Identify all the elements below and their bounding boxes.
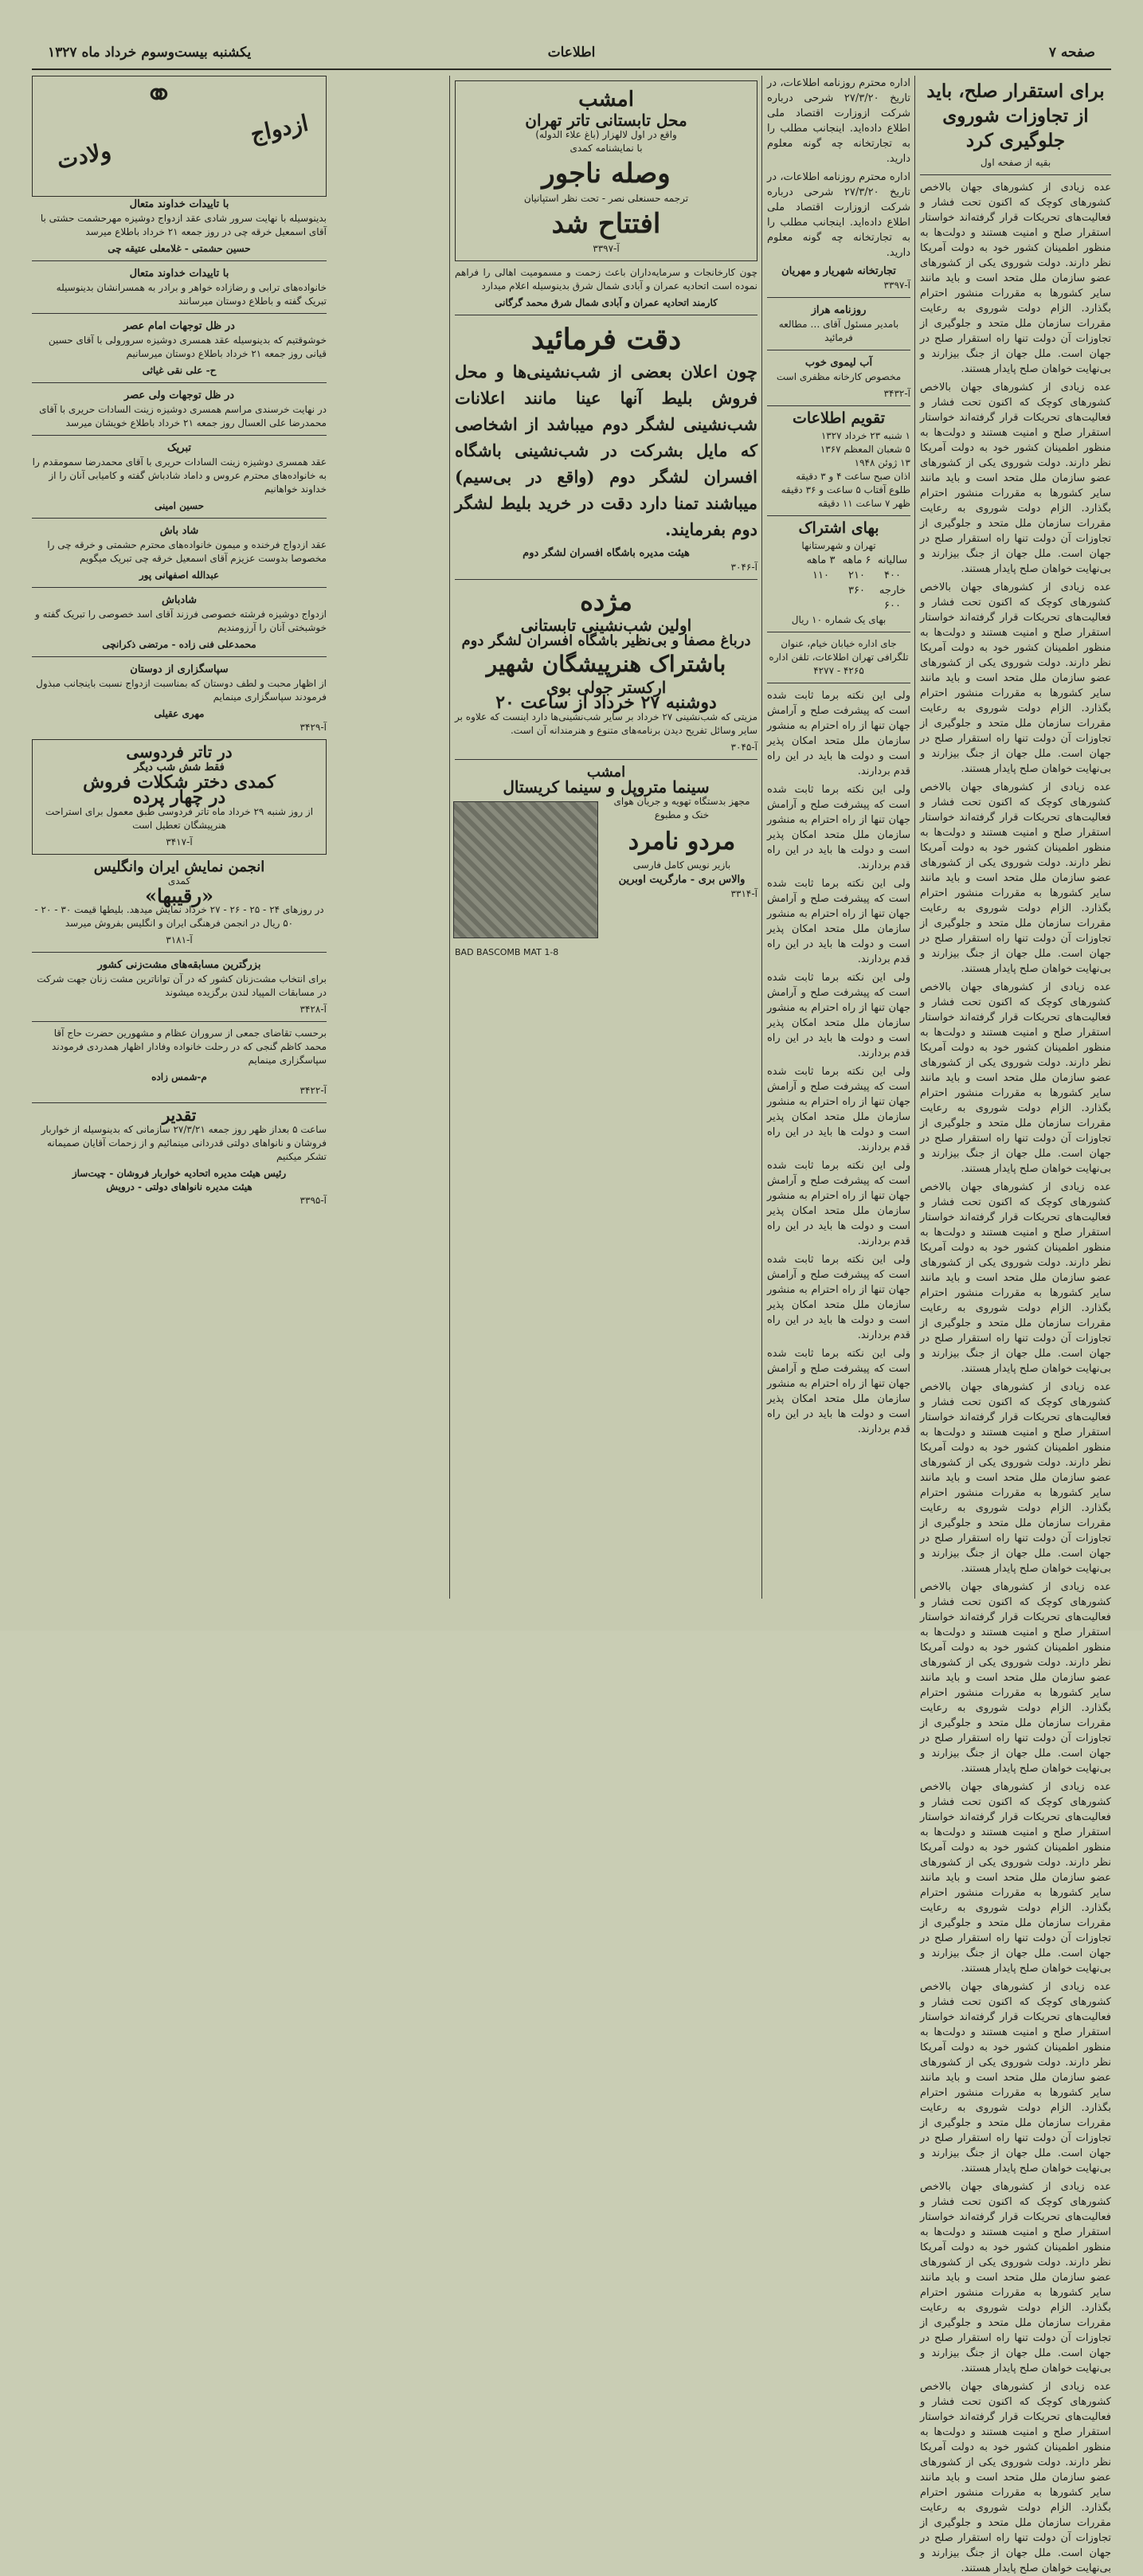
ad-code: آ-۳۳۱۴ [730,888,757,899]
column-divider [914,76,915,1599]
calendar-line: ۱۳ ژوئن ۱۹۴۸ [854,457,910,468]
announcement: شاد باش عقد ازدواج فرخنده و میمون خانواده‌های محترم حشمتی و خرقه چی را مخصوصا بدوست عزیزم آقای اسمعیل خرقه چی تبریک میگویم عبدالله اصفهانی پور [47,525,327,581]
announcement: در ظل توجهات امام عصر خوشوقتیم که بدینوسیله عقد همسری دوشیزه سرورولی با آقای حسین قیانی روز جمعه ۲۱ خرداد باطلاع دوستان میرسانیم ح- علی نقی غیاثی [48,320,327,376]
notice-sign: هیئت مدیره باشگاه افسران لشگر دوم [523,547,690,559]
thanks-ad: برحسب تقاضای جمعی از سروران عظام و مشهورین حضرت حاج آقا محمد کاظم گنجی که در رحلت خانواده وفادار اظهار همدردی فرمودند سپاسگزاری مینمایم م-شمس زاده آ-۳۴۲۲ [52,1028,327,1096]
article-column [920,76,1111,2574]
subscription-note: بهای یک شماره ۱۰ ریال [791,614,887,625]
theatre-place: محل تابستانی تاتر تهران [525,111,687,130]
birth-title: ولادت [54,137,114,174]
ad-code: آ-۳۳۹۷ [593,243,620,254]
film-title: مردو نامرد [628,828,736,855]
header-rule [32,69,1111,70]
ad-code: آ-۳۴۳۲ [883,388,910,399]
theatre-open: افتتاح شد [551,208,661,240]
party-line: درباغ مصفا و بی‌نظیر باشگاه افسران لشگر دوم [461,632,751,649]
article-body: عده زیادی از کشورهای جهان بالاخص کشورهای کوچک که اکنون تحت فشار و فعالیت‌های تحریکات قرار گرفته‌اند خواستار استقرار صلح و امنیت هستند و دولت‌ها به منظور اطمینان کشور خود به دولت آمریکا نظر دارند. دولت شوروی یکی از کشورهای عضو سازمان ملل متحد است و باید مانند سایر کشورها به مقررات منشور احترام بگذارد. الزام دولت شوروی به رعایت مقررات سازمان ملل متحد و جلوگیری از تجاوزات آن دولت تنها راه استقرار صلح در جهان است. ملل جهان از جنگ بیزارند و بی‌نهایت خواهان صلح پایدار هستند. [920,781,1111,975]
party-line: اولین شب‌نشینی تابستانی [520,616,692,635]
subscription-table: سالیانه ۶ ماهه ۳ ماهه ۴۰۰ ۲۱۰ ۱۱۰ خارجه ۶۰۰ ۳۶۰ [806,554,908,612]
theatre-address: واقع در اول لالهزار (باغ علاء الدوله) [535,129,677,140]
page-number: صفحه ۷ [1048,45,1095,61]
photo-caption: BAD BASCOMB MAT 1-8 [455,947,559,957]
article-body: ولی این نکته برما ثابت شده است که پیشرفت صلح و آرامش جهان تنها از راه احترام به منشور سازمان ملل متحد امکان پذیر است و دولت ها باید در این راه قدم بردارند. [767,878,910,965]
article-body: عده زیادی از کشورهای جهان بالاخص کشورهای کوچک که اکنون تحت فشار و فعالیت‌های تحریکات قرار گرفته‌اند خواستار استقرار صلح و امنیت هستند و دولت‌ها به منظور اطمینان کشور خود به دولت آمریکا نظر دارند. دولت شوروی یکی از کشورهای عضو سازمان ملل متحد است و باید مانند سایر کشورها به مقررات منشور احترام بگذارد. الزام دولت شوروی به رعایت مقررات سازمان ملل متحد و جلوگیری از تجاوزات آن دولت تنها راه استقرار صلح در جهان است. ملل جهان از جنگ بیزارند و بی‌نهایت خواهان صلح پایدار هستند. [920,1781,1111,1975]
announcement: سپاسگزاری از دوستان از اظهار محبت و لطف دوستان که بمناسبت ازدواج نسبت باینجانب مبذول فرمودند سپاسگزاری مینمایم مهری عقیلی آ-۳۴۲۹ [36,664,327,733]
party-line: ارکستر جولی بوی [546,678,667,697]
subscription-subtitle: تهران و شهرستانها [801,540,876,551]
party-line: دوشنبه ۲۷ خرداد از ساعت ۲۰ [495,692,717,713]
boxing-ad: بزرگترین مسابقه‌های مشت‌زنی کشور برای انتخاب مشت‌زنان کشور که در آن تواناترین مشت زنان جهت شرکت در مسابقات المپیاد لندن برگزیده میشوند آ-۳۴۲۸ [37,959,327,1015]
ad-code: آ-۳۰۴۵ [730,742,757,753]
ad-code: آ-۳۰۴۶ [730,562,757,573]
lemon-ad-body: مخصوص کارخانه مظفری است [776,371,902,382]
appreciation-ad: تقدیر ساعت ۵ بعداز ظهر روز جمعه ۲۷/۳/۲۱ سازمانی که بدینوسیله از خواربار فروشان و نانواهای دولتی قدردانی مینمائیم و از زحمات آقایان صمیمانه تشکر میکنیم رئیس هیئت مدیره اتحادیه خواربار فروشان - چیت‌ساز هیئت مدیره نانواهای دولتی - درویش آ-۳۳۹۵ [41,1106,327,1206]
article-body: عده زیادی از کشورهای جهان بالاخص کشورهای کوچک که اکنون تحت فشار و فعالیت‌های تحریکات قرار گرفته‌اند خواستار استقرار صلح و امنیت هستند و دولت‌ها به منظور اطمینان کشور خود به دولت آمریکا نظر دارند. دولت شوروی یکی از کشورهای عضو سازمان ملل متحد است و باید مانند سایر کشورها به مقررات منشور احترام بگذارد. الزام دولت شوروی به رعایت مقررات سازمان ملل متحد و جلوگیری از تجاوزات آن دولت تنها راه استقرار صلح در جهان است. ملل جهان از جنگ بیزارند و بی‌نهایت خواهان صلح پایدار هستند. [920,981,1111,1175]
ads-column [455,76,757,1599]
article-body: عده زیادی از کشورهای جهان بالاخص کشورهای کوچک که اکنون تحت فشار و فعالیت‌های تحریکات قرار گرفته‌اند خواستار استقرار صلح و امنیت هستند و دولت‌ها به منظور اطمینان کشور خود به دولت آمریکا نظر دارند. دولت شوروی یکی از کشورهای عضو سازمان ملل متحد است و باید مانند سایر کشورها به مقررات منشور احترام بگذارد. الزام دولت شوروی به رعایت مقررات سازمان ملل متحد و جلوگیری از تجاوزات آن دولت تنها راه استقرار صلح در جهان است. ملل جهان از جنگ بیزارند و بی‌نهایت خواهان صلح پایدار هستند. [920,382,1111,575]
office-address: جای اداره خیابان خیام، عنوان تلگرافی تهران اطلاعات، تلفن اداره ۴۲۶۵ - ۴۲۷۷ [769,638,909,676]
article-body: ولی این نکته برما ثابت شده است که پیشرفت صلح و آرامش جهان تنها از راه احترام به منشور سازمان ملل متحد امکان پذیر است و دولت ها باید در این راه قدم بردارند. [767,1254,910,1341]
cinema-body: مجهز بدستگاه تهویه و جریان هوای خنک و مطبوع [613,796,750,820]
calendar-line: ۱ شنبه ۲۳ خرداد ۱۳۲۷ [820,430,910,441]
wedding-title: ازدواج [248,109,311,148]
couple-icon: ⚭ [144,75,174,115]
calendar-line: ۵ شعبان المعظم ۱۳۶۷ [820,444,910,455]
column-divider [449,76,450,1599]
article-title: برای استقرار صلح، باید از تجاوزات شوروی جلوگیری کرد [926,80,1105,151]
letter-body: اداره محترم روزنامه اطلاعات، در تاریخ ۲۷/۳/۲۰ شرحی درباره شرکت ازوزارت اقتصاد ملی اطلاع داده‌اید. اینجانب مطلب را به تجارتخانه چه گونه معلوم دارید. [767,77,911,165]
letters-column [767,76,910,1599]
calendar-line: ظهر ۷ ساعت ۱۱ دقیقه [817,498,910,509]
article-body: ولی این نکته برما ثابت شده است که پیشرفت صلح و آرامش جهان تنها از راه احترام به منشور سازمان ملل متحد امکان پذیر است و دولت ها باید در این راه قدم بردارند. [767,1160,910,1247]
theatre-title: امشب [578,88,634,112]
announcements-column [32,76,327,1599]
party-title: مژده [580,586,632,617]
film-actors: والاس بری - مارگریت اوبرین [618,874,746,886]
announcement: با تاییدات خداوند متعال بدینوسیله با نهایت سرور شادی عقد ازدواج دوشیزه مهرحشمت حشتی با آقای اسمعیل خرقه چی در روز جمعه ۲۱ خرداد باطلاع میرسد حسین حشمتی - غلامعلی عتیقه چی [40,198,327,254]
theatre-show: با نمایشنامه کمدی [570,143,643,154]
announcement: تبریک عقد همسری دوشیزه زینت السادات حریری با آقای محمدرضا سمومقدم را به خانواده‌های محترم عروس و داماد شادباش گفته و کامیابی آنان را از خداوند خواهانیم حسین امینی [32,442,327,511]
article-body: عده زیادی از کشورهای جهان بالاخص کشورهای کوچک که اکنون تحت فشار و فعالیت‌های تحریکات قرار گرفته‌اند خواستار استقرار صلح و امنیت هستند و دولت‌ها به منظور اطمینان کشور خود به دولت آمریکا نظر دارند. دولت شوروی یکی از کشورهای عضو سازمان ملل متحد است و باید مانند سایر کشورها به مقررات منشور احترام بگذارد. الزام دولت شوروی به رعایت مقررات سازمان ملل متحد و جلوگیری از تجاوزات آن دولت تنها راه استقرار صلح در جهان است. ملل جهان از جنگ بیزارند و بی‌نهایت خواهان صلح پایدار هستند. [920,581,1111,775]
ferdowsi-theatre-ad: در تاتر فردوسی فقط شش شب دیگر کمدی دختر شکلات فروش در چهار پرده از روز شنبه ۲۹ خرداد ماه تاتر فردوسی طبق معمول برای استراحت هنرپیشگان تعطیل است آ-۳۴۱۷ [32,739,327,855]
announcement: در ظل توجهات ولی عصر در نهایت خرسندی مراسم همسری دوشیزه زینت السادات حریری با آقای محمدرضا علی العسال روز جمعه ۲۱ خرداد باطلاع خویشان میرسد [39,390,327,429]
issue-date: یکشنبه بیست‌وسوم خرداد ماه ۱۳۲۷ [48,45,252,61]
ad-code: آ-۳۳۹۷ [883,280,910,291]
announcement: با تاییدات خداوند متعال خانواده‌های ترابی و رضازاده خواهر و برادر به همسرانشان بدینوسیله تبریک گفته و باطلاع دوستان میرسانند [56,268,327,307]
article-body: عده زیادی از کشورهای جهان بالاخص کشورهای کوچک که اکنون تحت فشار و فعالیت‌های تحریکات قرار گرفته‌اند خواستار استقرار صلح و امنیت هستند و دولت‌ها به منظور اطمینان کشور خود به دولت آمریکا نظر دارند. دولت شوروی یکی از کشورهای عضو سازمان ملل متحد است و باید مانند سایر کشورها به مقررات منشور احترام بگذارد. الزام دولت شوروی به رعایت مقررات سازمان ملل متحد و جلوگیری از تجاوزات آن دولت تنها راه استقرار صلح در جهان است. ملل جهان از جنگ بیزارند و بی‌نهایت خواهان صلح پایدار هستند. [920,2381,1111,2574]
article-body: عده زیادی از کشورهای جهان بالاخص کشورهای کوچک که اکنون تحت فشار و فعالیت‌های تحریکات قرار گرفته‌اند خواستار استقرار صلح و امنیت هستند و دولت‌ها به منظور اطمینان کشور خود به دولت آمریکا نظر دارند. دولت شوروی یکی از کشورهای عضو سازمان ملل متحد است و باید مانند سایر کشورها به مقررات منشور احترام بگذارد. الزام دولت شوروی به رعایت مقررات سازمان ملل متحد و جلوگیری از تجاوزات آن دولت تنها راه استقرار صلح در جهان است. ملل جهان از جنگ بیزارند و بی‌نهایت خواهان صلح پایدار هستند. [920,1381,1111,1575]
party-line: باشتراک هنرپیشگان شهیر [486,651,726,677]
theatre-play-name: وصله ناجور [542,158,671,190]
article-body: عده زیادی از کشورهای جهان بالاخص کشورهای کوچک که اکنون تحت فشار و فعالیت‌های تحریکات قرار گرفته‌اند خواستار استقرار صلح و امنیت هستند و دولت‌ها به منظور اطمینان کشور خود به دولت آمریکا نظر دارند. دولت شوروی یکی از کشورهای عضو سازمان ملل متحد است و باید مانند سایر کشورها به مقررات منشور احترام بگذارد. الزام دولت شوروی به رعایت مقررات سازمان ملل متحد و جلوگیری از تجاوزات آن دولت تنها راه استقرار صلح در جهان است. ملل جهان از جنگ بیزارند و بی‌نهایت خواهان صلح پایدار هستند. [920,1181,1111,1375]
article-body: عده زیادی از کشورهای جهان بالاخص کشورهای کوچک که اکنون تحت فشار و فعالیت‌های تحریکات قرار گرفته‌اند خواستار استقرار صلح و امنیت هستند و دولت‌ها به منظور اطمینان کشور خود به دولت آمریکا نظر دارند. دولت شوروی یکی از کشورهای عضو سازمان ملل متحد است و باید مانند سایر کشورها به مقررات منشور احترام بگذارد. الزام دولت شوروی به رعایت مقررات سازمان ملل متحد و جلوگیری از تجاوزات آن دولت تنها راه استقرار صلح در جهان است. ملل جهان از جنگ بیزارند و بی‌نهایت خواهان صلح پایدار هستند. [920,182,1111,375]
article-body: ولی این نکته برما ثابت شده است که پیشرفت صلح و آرامش جهان تنها از راه احترام به منشور سازمان ملل متحد امکان پذیر است و دولت ها باید در این راه قدم بردارند. [767,784,910,871]
film-desc: بازیر نویس کامل فارسی [632,859,731,871]
letter-sign: تجارتخانه شهریار و مهریان [781,265,896,277]
notice-body: چون اعلان بعضی از شب‌نشینی‌ها و محل فروش بلیط آنها عینا مانند اعلانات شب‌نشینی لشگر دوم میباشد از اشخاصی که مایل بشرکت در شب‌نشینی باشگاه افسران لشگر دوم (واقع در بی‌سیم) میباشند تمنا دارد دقت در خرید بلیط لشگر دوم بفرمایند. [455,362,757,539]
theatre-ad [455,80,757,261]
announcement: شادباش ازدواج دوشیزه فرشته خصوصی فرزند آقای اسد خصوصی را تبریک گفته و خوشبختی آنان را آرزومندیم محمدعلی فنی زاده - مرتضی ذکرانچی [35,594,327,650]
party-body: مزیتی که شب‌نشینی ۲۷ خرداد بر سایر شب‌نشینی‌ها دارد اینست که علاوه بر سایر وسائل تفریح دیدن برنامه‌های متنوع و هنرمندانه آن است. [455,711,757,736]
subscription-title: بهای اشتراک [798,519,879,537]
cinema-title: امشب [586,764,626,781]
paper-name: اطلاعات [547,45,596,61]
theatre-cast: ترجمه حسنعلی نصر - تحت نظر استپانیان [523,193,689,204]
wedding-header [32,76,327,197]
lemon-ad-title: آب لیموی خوب [804,357,873,369]
article-body: ولی این نکته برما ثابت شده است که پیشرفت صلح و آرامش جهان تنها از راه احترام به منشور سازمان ملل متحد امکان پذیر است و دولت ها باید در این راه قدم بردارند. [767,690,910,777]
newspaper-ad-body: بامدیر مسئول آقای … مطالعه فرمائید [778,319,899,343]
page-header [32,41,1111,65]
article-body: عده زیادی از کشورهای جهان بالاخص کشورهای کوچک که اکنون تحت فشار و فعالیت‌های تحریکات قرار گرفته‌اند خواستار استقرار صلح و امنیت هستند و دولت‌ها به منظور اطمینان کشور خود به دولت آمریکا نظر دارند. دولت شوروی یکی از کشورهای عضو سازمان ملل متحد است و باید مانند سایر کشورها به مقررات منشور احترام بگذارد. الزام دولت شوروی به رعایت مقررات سازمان ملل متحد و جلوگیری از تجاوزات آن دولت تنها راه استقرار صلح در جهان است. ملل جهان از جنگ بیزارند و بی‌نهایت خواهان صلح پایدار هستند. [920,2181,1111,2374]
article-body: ولی این نکته برما ثابت شده است که پیشرفت صلح و آرامش جهان تنها از راه احترام به منشور سازمان ملل متحد امکان پذیر است و دولت ها باید در این راه قدم بردارند. [767,1066,910,1153]
newspaper-ad-title: روزنامه هراز [811,304,867,316]
calendar-line: طلوع آفتاب ۵ ساعت و ۳۶ دقیقه [781,484,910,495]
article-body: عده زیادی از کشورهای جهان بالاخص کشورهای کوچک که اکنون تحت فشار و فعالیت‌های تحریکات قرار گرفته‌اند خواستار استقرار صلح و امنیت هستند و دولت‌ها به منظور اطمینان کشور خود به دولت آمریکا نظر دارند. دولت شوروی یکی از کشورهای عضو سازمان ملل متحد است و باید مانند سایر کشورها به مقررات منشور احترام بگذارد. الزام دولت شوروی به رعایت مقررات سازمان ملل متحد و جلوگیری از تجاوزات آن دولت تنها راه استقرار صلح در جهان است. ملل جهان از جنگ بیزارند و بی‌نهایت خواهان صلح پایدار هستند. [920,1981,1111,2175]
film-photo [453,801,598,938]
anglo-iran-ad: انجمن نمایش ایران وانگلیس کمدی «رقیبها» در روزهای ۲۴ - ۲۵ - ۲۶ - ۲۷ خرداد نمایش میدهد. بلیطها قیمت ۳۰ - ۲۰ - ۵۰ ریال در انجمن فرهنگی ایران و انگلیس بفروش میرسد آ-۳۱۸۱ [34,859,324,945]
calendar-line: اذان صبح ساعت ۴ و ۳ دقیقه [796,471,910,482]
article-body: ولی این نکته برما ثابت شده است که پیشرفت صلح و آرامش جهان تنها از راه احترام به منشور سازمان ملل متحد امکان پذیر است و دولت ها باید در این راه قدم بردارند. [767,1348,910,1435]
cinema-name: سینما متروپل و سینما کریستال [503,777,710,797]
notice-title: دقت فرمائید [530,323,682,356]
calendar-title: تقویم اطلاعات [792,409,885,427]
column-divider [761,76,762,1599]
article-continuation: بقیه از صفحه اول [980,157,1051,168]
article-body: ولی این نکته برما ثابت شده است که پیشرفت صلح و آرامش جهان تنها از راه احترام به منشور سازمان ملل متحد امکان پذیر است و دولت ها باید در این راه قدم بردارند. [767,972,910,1059]
notice-body: چون کارخانجات و سرمایه‌داران باعث زحمت و مسمومیت اهالی را فراهم نموده است اتحادیه عمران و آبادی شمال شرق بدینوسیله اعلام میدارد [455,267,757,292]
letter-body: اداره محترم روزنامه اطلاعات، در تاریخ ۲۷/۳/۲۰ شرحی درباره شرکت ازوزارت اقتصاد ملی اطلاع داده‌اید. اینجانب مطلب را به تجارتخانه چه گونه معلوم دارید. [767,171,911,259]
notice-sign: کارمند اتحادیه عمران و آبادی شمال شرق محمد گرگانی [495,297,718,308]
article-body: عده زیادی از کشورهای جهان بالاخص کشورهای کوچک که اکنون تحت فشار و فعالیت‌های تحریکات قرار گرفته‌اند خواستار استقرار صلح و امنیت هستند و دولت‌ها به منظور اطمینان کشور خود به دولت آمریکا نظر دارند. دولت شوروی یکی از کشورهای عضو سازمان ملل متحد است و باید مانند سایر کشورها به مقررات منشور احترام بگذارد. الزام دولت شوروی به رعایت مقررات سازمان ملل متحد و جلوگیری از تجاوزات آن دولت تنها راه استقرار صلح در جهان است. ملل جهان از جنگ بیزارند و بی‌نهایت خواهان صلح پایدار هستند. [920,1581,1111,1775]
